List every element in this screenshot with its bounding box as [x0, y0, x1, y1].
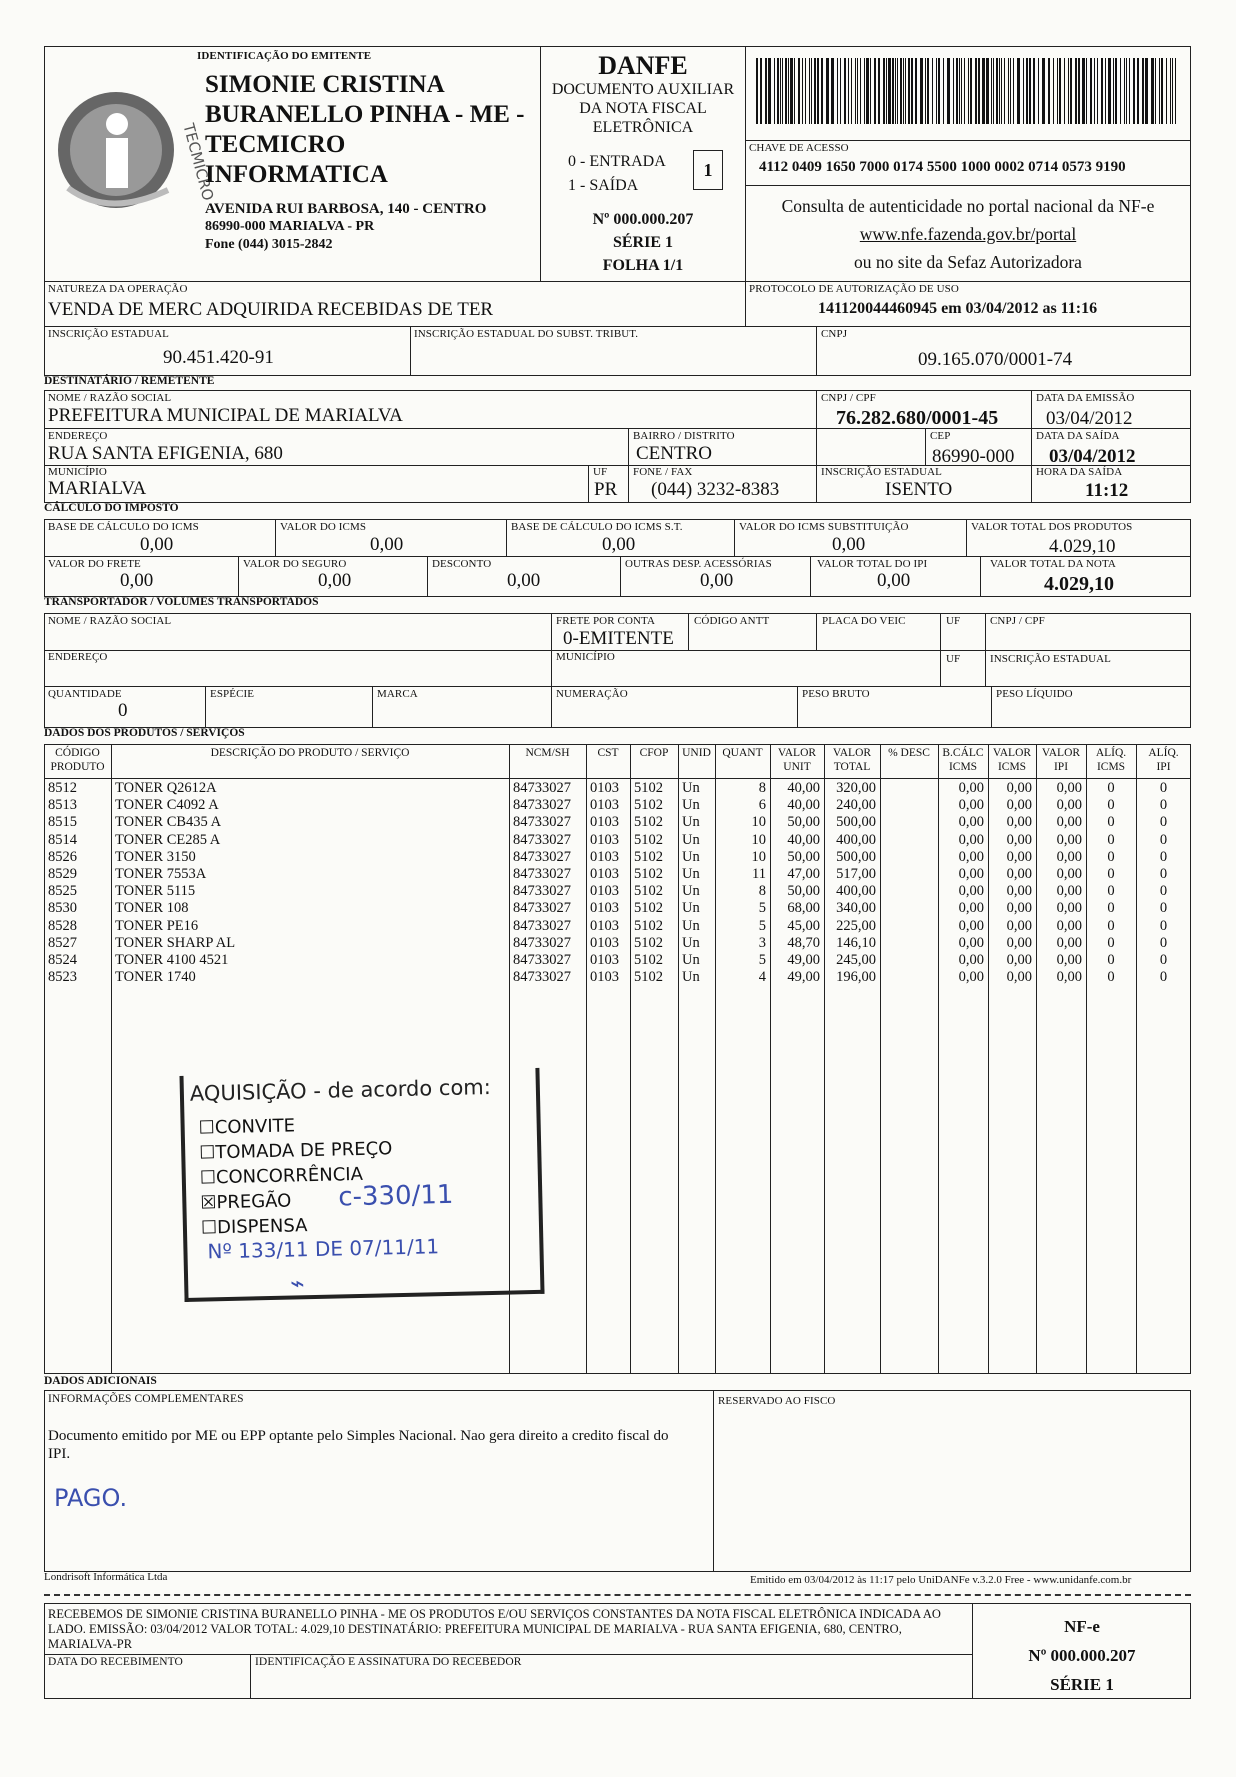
table-cell: Un — [682, 814, 700, 831]
table-cell: 0,00 — [1056, 848, 1082, 865]
table-cell: 0,00 — [958, 934, 984, 951]
info-complementar: Documento emitido por ME ou EPP optante pelo Simples Nacional. Nao gera direito a credito fiscal do IPI. — [48, 1428, 669, 1462]
table-cell: TONER Q2612A — [115, 780, 217, 796]
table-cell: 0 — [1159, 969, 1168, 986]
table-cell: TONER 4100 4521 — [115, 952, 229, 968]
total-nota: 4.029,10 — [1044, 573, 1114, 595]
table-cell: Un — [682, 917, 700, 934]
table-cell: 5102 — [634, 917, 663, 934]
checkbox-checked-icon: ☒ — [200, 1192, 217, 1214]
handwritten-pago: PAGO. — [54, 1484, 128, 1512]
acquisition-stamp — [175, 1068, 540, 1301]
data-saida: 03/04/2012 — [1049, 446, 1136, 467]
table-cell: TONER CE285 A — [115, 831, 221, 848]
table-cell: 0103 — [590, 831, 619, 848]
hora-saida: 11:12 — [1085, 480, 1129, 501]
table-cell: 0103 — [590, 900, 619, 917]
table-cell: 50,00 — [787, 814, 820, 831]
table-cell: 84733027 — [513, 969, 571, 986]
table-cell: 84733027 — [513, 831, 571, 848]
table-cell: 320,00 — [836, 780, 876, 796]
stamp-option-dispensa: ☐DISPENSA — [200, 1215, 308, 1239]
table-cell: 0,00 — [1056, 883, 1082, 900]
table-cell: 8515 — [48, 814, 77, 831]
destinatario-ie: ISENTO — [885, 479, 953, 500]
emitente-address: AVENIDA RUI BARBOSA, 140 - CENTRO 86990-000 MARIALVA - PR Fone (044) 3015-2842 — [205, 201, 487, 252]
table-cell: 500,00 — [836, 848, 876, 865]
table-cell: 0 — [1159, 848, 1168, 865]
table-cell: 5102 — [634, 848, 663, 865]
table-cell: 0,00 — [958, 848, 984, 865]
quantidade-value: 0 — [118, 700, 128, 721]
table-cell: 500,00 — [836, 814, 876, 831]
table-cell: 3 — [758, 934, 766, 951]
table-cell: 0103 — [590, 934, 619, 951]
table-cell: 0,00 — [958, 866, 984, 882]
table-cell: 5 — [758, 917, 766, 934]
destinatario-municipio: MARIALVA — [48, 478, 147, 499]
table-cell: 40,00 — [787, 831, 820, 848]
table-cell: 5102 — [634, 814, 663, 831]
table-cell: 0 — [1107, 900, 1115, 917]
table-cell: 0103 — [590, 848, 619, 865]
danfe-tipo-box: 1 — [693, 150, 723, 190]
table-cell: 0,00 — [1006, 969, 1032, 986]
table-cell: TONER 108 — [115, 900, 189, 917]
canhoto-nfe-block: NF-e Nº 000.000.207 SÉRIE 1 — [1028, 1617, 1136, 1694]
table-cell: 6 — [758, 797, 766, 814]
checkbox-empty-icon: ☐ — [199, 1167, 217, 1189]
table-cell: 0,00 — [1006, 900, 1032, 917]
table-cell: Un — [682, 952, 700, 968]
stamp-option-tomada: ☐TOMADA DE PREÇO — [199, 1138, 393, 1164]
portal-link[interactable]: www.nfe.fazenda.gov.br/portal — [859, 224, 1077, 244]
table-cell: 0,00 — [1056, 952, 1082, 968]
table-cell: 11 — [752, 866, 766, 882]
table-cell: 10 — [751, 848, 766, 865]
table-cell: Un — [682, 866, 700, 882]
table-cell: TONER PE16 — [115, 917, 199, 934]
table-cell: 84733027 — [513, 900, 571, 917]
stamp-pregao-note: c-330/11 — [337, 1179, 454, 1213]
table-cell: 8523 — [48, 969, 77, 986]
total-produtos: 4.029,10 — [1049, 536, 1116, 557]
table-cell: TONER 3150 — [115, 848, 196, 865]
table-cell: Un — [682, 780, 700, 796]
protocolo-value: 141120044460945 em 03/04/2012 as 11:16 — [818, 300, 1098, 317]
column-header: VALOR IPI — [1041, 747, 1081, 773]
column-header: ALÍQ. IPI — [1148, 747, 1179, 773]
table-cell: 84733027 — [513, 883, 571, 900]
table-cell: 84733027 — [513, 917, 571, 934]
table-cell: 5 — [758, 900, 766, 917]
emitente-label: IDENTIFICAÇÃO DO EMITENTE — [197, 50, 372, 62]
logo-text: TECMICRO — [179, 121, 218, 203]
table-cell: 400,00 — [836, 831, 876, 848]
danfe-title-block: DANFE DOCUMENTO AUXILIAR DA NOTA FISCAL ELETRÔNICA — [551, 51, 735, 136]
checkbox-empty-icon: ☐ — [199, 1142, 216, 1164]
stamp-option-convite: ☐CONVITE — [198, 1115, 296, 1139]
table-cell: 0,00 — [1006, 917, 1032, 934]
column-header: QUANT — [722, 747, 763, 759]
danfe-tipo-labels: 0 - ENTRADA 1 - SAÍDA — [568, 153, 666, 194]
column-header: CFOP — [639, 747, 669, 759]
table-cell: 0,00 — [958, 883, 984, 900]
table-cell: 0 — [1107, 797, 1115, 814]
table-cell: 0103 — [590, 883, 619, 900]
table-cell: 5102 — [634, 969, 663, 986]
table-cell: 0,00 — [958, 831, 984, 848]
table-cell: 0,00 — [1056, 831, 1082, 848]
table-cell: 0,00 — [1006, 848, 1032, 865]
table-cell: 5102 — [634, 831, 663, 848]
table-cell: Un — [682, 797, 700, 814]
danfe-numero-block: Nº 000.000.207 SÉRIE 1 FOLHA 1/1 — [592, 211, 694, 274]
table-cell: 0 — [1107, 952, 1115, 968]
table-cell: 0,00 — [1006, 814, 1032, 831]
table-cell: 196,00 — [836, 969, 876, 986]
table-cell: 50,00 — [787, 848, 820, 865]
natureza-value: VENDA DE MERC ADQUIRIDA RECEBIDAS DE TER — [48, 299, 494, 320]
table-cell: 5 — [758, 952, 766, 968]
table-cell: 0,00 — [1006, 952, 1032, 968]
adicionais-box — [44, 1390, 1191, 1572]
data-emissao: 03/04/2012 — [1046, 408, 1133, 429]
canhoto-text: RECEBEMOS DE SIMONIE CRISTINA BURANELLO PINHA - ME OS PRODUTOS E/OU SERVIÇOS CONSTANTES DA NOTA FISCAL ELETRÔNICA INDICADA AO LADO. EMISSÃO: 03/04/2012 VALOR TOTAL: 4.029,10 DESTINATÁRIO: PREFEITURA MUNICIPAL DE MARIALVA - RUA SANTA EFIGENIA, 680, CENTRO, MARIALVA-PR — [48, 1607, 941, 1651]
table-cell: 84733027 — [513, 866, 571, 882]
column-header: UNID — [682, 747, 711, 759]
emitente-name: SIMONIE CRISTINA BURANELLO PINHA - ME - TECMICRO INFORMATICA — [205, 71, 525, 188]
frete-conta: 0-EMITENTE — [563, 628, 674, 649]
table-cell: 517,00 — [836, 866, 876, 882]
checkbox-empty-icon: ☐ — [200, 1217, 218, 1239]
destinatario-cnpj: 76.282.680/0001-45 — [836, 407, 999, 429]
table-cell: 8513 — [48, 797, 77, 814]
table-cell: 5102 — [634, 934, 663, 951]
table-cell: 0,00 — [1056, 934, 1082, 951]
table-cell: 8525 — [48, 883, 77, 900]
table-cell: 5102 — [634, 952, 663, 968]
table-cell: 49,00 — [787, 952, 820, 968]
column-header: VALOR TOTAL — [832, 747, 872, 773]
table-cell: 84733027 — [513, 814, 571, 831]
table-cell: Un — [682, 934, 700, 951]
table-cell: 8512 — [48, 780, 77, 796]
table-cell: 245,00 — [836, 952, 876, 968]
stamp-options — [198, 1111, 394, 1240]
table-cell: 8524 — [48, 952, 77, 968]
table-cell: 8528 — [48, 917, 77, 934]
consulta-block: Consulta de autenticidade no portal nacional da NF-e www.nfe.fazenda.gov.br/portal ou no site da Sefaz Autorizadora — [746, 192, 1190, 276]
table-cell: 0 — [1159, 883, 1168, 900]
table-cell: 8529 — [48, 866, 77, 882]
inscricao-value: 90.451.420-91 — [163, 347, 274, 368]
column-header: CÓDIGO PRODUTO — [50, 747, 105, 773]
table-cell: TONER SHARP AL — [115, 934, 236, 951]
table-cell: 0 — [1107, 831, 1115, 848]
table-cell: 48,70 — [787, 934, 820, 951]
table-cell: Un — [682, 883, 700, 900]
table-cell: 0 — [1159, 934, 1168, 951]
table-cell: 50,00 — [787, 883, 820, 900]
table-cell: 0,00 — [1056, 814, 1082, 831]
table-cell: 8527 — [48, 934, 77, 951]
table-cell: Un — [682, 831, 700, 848]
table-cell: 5102 — [634, 780, 663, 796]
table-cell: 240,00 — [836, 797, 876, 814]
table-cell: 0 — [1107, 969, 1115, 986]
table-cell: 68,00 — [787, 900, 820, 917]
destinatario-fone: (044) 3232-8383 — [651, 479, 780, 500]
table-cell: 5102 — [634, 900, 663, 917]
table-cell: 8514 — [48, 831, 77, 848]
table-cell: 0,00 — [1006, 934, 1032, 951]
table-cell: 0 — [1107, 814, 1115, 831]
table-cell: 4 — [758, 969, 766, 986]
table-cell: 0 — [1107, 866, 1115, 882]
stamp-numero-line: Nº 133/11 DE 07/11/11 — [207, 1234, 440, 1264]
column-header: B.CÁLC ICMS — [942, 747, 984, 773]
table-cell: 0103 — [590, 866, 619, 882]
table-cell: TONER 1740 — [115, 969, 196, 986]
table-cell: 0 — [1159, 900, 1168, 917]
table-cell: 8 — [758, 780, 766, 796]
table-cell: 8526 — [48, 848, 77, 865]
table-cell: 49,00 — [787, 969, 820, 986]
table-cell: TONER 7553A — [115, 866, 207, 882]
table-cell: 400,00 — [836, 883, 876, 900]
table-cell: TONER C4092 A — [115, 797, 219, 814]
table-cell: 0 — [1159, 814, 1168, 831]
table-cell: 40,00 — [787, 780, 820, 796]
table-cell: 47,00 — [787, 866, 820, 882]
table-cell: 0 — [1107, 780, 1115, 796]
table-cell: 0103 — [590, 917, 619, 934]
table-cell: 340,00 — [836, 900, 876, 917]
table-cell: 84733027 — [513, 797, 571, 814]
column-header: VALOR ICMS — [992, 747, 1032, 773]
cnpj-emitente: 09.165.070/0001-74 — [918, 349, 1073, 370]
table-cell: 146,10 — [836, 934, 876, 951]
destinatario-cep: 86990-000 — [932, 446, 1015, 467]
table-cell: 0 — [1159, 831, 1168, 848]
table-cell: 0 — [1107, 848, 1115, 865]
table-cell: 0103 — [590, 780, 619, 796]
table-cell: 0,00 — [1006, 831, 1032, 848]
stamp-title: AQUISIÇÃO - de acordo com: — [189, 1074, 492, 1106]
table-cell: 0 — [1107, 934, 1115, 951]
destinatario-bairro: CENTRO — [636, 443, 712, 464]
column-header: VALOR UNIT — [777, 747, 817, 773]
table-cell: 0 — [1107, 883, 1115, 900]
column-header: DESCRIÇÃO DO PRODUTO / SERVIÇO — [210, 747, 410, 759]
table-cell: 0,00 — [1006, 883, 1032, 900]
destinatario-uf: PR — [594, 479, 618, 500]
table-cell: 0,00 — [958, 780, 984, 796]
table-cell: 10 — [751, 831, 766, 848]
stamp-scribble: ⌁ — [289, 1269, 305, 1298]
table-cell: 0,00 — [1056, 780, 1082, 796]
table-cell: 10 — [751, 814, 766, 831]
column-header: NCM/SH — [525, 747, 570, 759]
table-cell: 5102 — [634, 797, 663, 814]
column-header: % DESC — [888, 747, 930, 759]
destinatario-endereco: RUA SANTA EFIGENIA, 680 — [48, 443, 283, 464]
table-cell: 0 — [1159, 952, 1168, 968]
table-cell: 0103 — [590, 952, 619, 968]
danfe-page: IDENTIFICAÇÃO DO EMITENTE TECMICRO SIMONIE CRISTINA BURANELLO PINHA - ME - TECMICRO INFORMATICA AVENIDA RUI BARBOSA, 140 - CENTRO 86990-000 MARIALVA - PR Fone (044) 3015-2842 DANFE DOCUMENTO AUXILIAR DA NOTA FISCAL ELETRÔNICA 0 - ENTRADA 1 - SAÍDA 1 Nº 000.000.207 SÉRIE 1 FOLHA 1/1 CHAVE DE ACESSO 4112 0409 1650 7000 0174 5500 1000 0002 0714 0573 9190 Consulta de autenticidade no portal nacional da NF-e www.nfe.fazenda.gov.br/portal ou no site da Sefaz Autorizadora NATUREZA DA OPERAÇÃO VENDA DE MERC ADQUIRIDA RECEBIDAS DE TER PROTOCOLO DE AUTORIZAÇÃO DE USO 141120044460945 em 03/04/2012 as 11:16 INSCRIÇÃO ESTADUAL 90.451.420-91 INSCRIÇÃO ESTADUAL DO SUBST. TRIBUT. CNPJ 09.165.070/0001-74 DESTINATÁRIO / REMETENTE NOME / RAZÃO SOCIAL PREFEITURA MUNICIPAL DE MARIALVA CNPJ / CPF 76.282.680/0001-45 DATA DA EMISSÃO 03/04/2012 ENDEREÇO RUA SANTA EFIGENIA, 680 BAIRRO / DISTRITO CENTRO CEP 86990-000 DATA DA SAÍDA 03/04/2012 MUNICÍPIO MARIALVA UF PR FONE / FAX (044) 3232-8383 INSCRIÇÃO ESTADUAL ISENTO HORA DA SAÍDA 11:12 CÁLCULO DO IMPOSTO BASE DE CÁLCULO DO ICMS 0,00 VALOR DO ICMS 0,00 BASE DE CÁLCULO DO ICMS S.T. 0,00 VALOR DO ICMS SUBSTITUIÇÃO 0,00 VALOR TOTAL DOS PRODUTOS 4.029,10 VALOR DO FRETE 0,00 VALOR DO SEGURO 0,00 DESCONTO 0,00 OUTRAS DESP. ACESSÓRIAS 0,00 VALOR TOTAL DO IPI 0,00 VALOR TOTAL DA NOTA 4.029,10 TRANSPORTADOR / VOLUMES TRANSPORTADOS NOME / RAZÃO SOCIAL FRETE POR CONTA 0-EMITENTE CÓDIGO ANTT PLACA DO VEIC UF CNPJ / CPF ENDEREÇO MUNICÍPIO UF INSCRIÇÃO ESTADUAL QUANTIDADE 0 ESPÉCIE MARCA NUMERAÇÃO PESO BRUTO PESO LÍQUIDO DADOS DOS PRODUTOS / SERVIÇOS CÓDIGO PRODUTO DESCRIÇÃO DO PRODUTO / SERVIÇO NCM/SH CST CFOP UNID QUANT VALOR UNIT VALOR TOTAL % DESC B.CÁLC ICMS VALOR ICMS VALOR IPI ALÍQ. ICMS ALÍQ. IPI 8512 TONER Q2612A 84733027 0103 5102 Un 8 40,00 320,00 0,00 0,00 0,00 0 0 8513 TONER C4092 A 84733027 0103 5102 Un 6 40,00 240,00 0,00 0,00 0,00 0 0 8515 TONER CB435 A 84733027 0103 5102 Un 10 50,00 500,00 0,00 0,00 0,00 0 0 8514 TONER CE285 A 84733027 0103 5102 Un 10 40,00 400,00 0,00 0,00 0,00 0 0 8526 TONER 3150 84733027 0103 5102 Un 10 50,00 500,00 0,00 0,00 0,00 0 0 8529 TONER 7553A 84733027 0103 5102 Un 11 47,00 517,00 0,00 0,00 0,00 0 0 8525 TONER 5115 84733027 0103 5102 Un 8 50,00 400,00 0,00 0,00 0,00 0 0 8530 TONER 108 84733027 0103 5102 Un 5 68,00 340,00 0,00 0,00 0,00 0 0 8528 TONER PE16 84733027 0103 5102 Un 5 45,00 225,00 0,00 0,00 0,00 0 0 8527 TONER SHARP AL 84733027 0103 5102 Un 3 48,70 146,10 0,00 0,00 0,00 0 0 8524 TONER 4100 4521 84733027 0103 5102 Un 5 49,00 245,00 0,00 0,00 0,00 0 0 8523 TONER 1740 84733027 0103 5102 Un 4 49,00 196,00 0,00 0,00 0,00 0 0 AQUISIÇÃO - de acordo com: ☐CONVITE ☐TOMADA DE PREÇO ☐CONCORRÊNCIA ☒PREGÃO ☐DISPENSA c-330/11 Nº 133/11 DE 07/11/11 ⌁ DADOS ADICIONAIS INFORMAÇÕES COMPLEMENTARES Documento emitido por ME ou EPP optante pelo Simples Nacional. Nao gera direito a credito fiscal do IPI. PAGO. RESERVADO AO FISCO Londrisoft Informática Ltda Emitido em 03/04/2012 às 11:17 pelo UniDANFe v.3.2.0 Free - www.unidanfe.com.br RECEBEMOS DE SIMONIE CRISTINA BURANELLO PINHA - ME OS PRODUTOS E/OU SERVIÇOS CONSTANTES DA NOTA FISCAL ELETRÔNICA INDICADA AO LADO. EMISSÃO: 03/04/2012 VALOR TOTAL: 4.029,10 DESTINATÁRIO: PREFEITURA MUNICIPAL DE MARIALVA - RUA SANTA EFIGENIA, 680, CENTRO, MARIALVA-PR DATA DO RECEBIMENTO IDENTIFICAÇÃO E ASSINATURA DO RECEBEDOR NF-e Nº 000.000.207 SÉRIE 1 — [0, 0, 1236, 1777]
table-cell: 0,00 — [1056, 866, 1082, 882]
table-cell: 0103 — [590, 969, 619, 986]
chave-value: 4112 0409 1650 7000 0174 5500 1000 0002 0714 0573 9190 — [759, 159, 1126, 175]
table-cell: 5102 — [634, 866, 663, 882]
table-cell: 40,00 — [787, 797, 820, 814]
table-cell: 0 — [1159, 797, 1168, 814]
column-header: ALÍQ. ICMS — [1095, 747, 1127, 773]
destinatario-nome: PREFEITURA MUNICIPAL DE MARIALVA — [48, 405, 403, 426]
table-cell: 0,00 — [958, 969, 984, 986]
table-cell: 0,00 — [1006, 797, 1032, 814]
table-cell: 8530 — [48, 900, 77, 917]
table-cell: 84733027 — [513, 952, 571, 968]
table-cell: 0,00 — [958, 900, 984, 917]
table-cell: 0 — [1159, 917, 1168, 934]
table-cell: 0,00 — [1056, 917, 1082, 934]
table-cell: Un — [682, 848, 700, 865]
table-cell: 0,00 — [1006, 866, 1032, 882]
table-cell: 0,00 — [958, 952, 984, 968]
column-header: CST — [597, 747, 619, 759]
table-cell: 0103 — [590, 797, 619, 814]
checkbox-empty-icon: ☐ — [198, 1117, 216, 1139]
table-cell: Un — [682, 969, 700, 986]
stamp-option-pregao: ☒PREGÃO — [200, 1190, 292, 1214]
table-cell: 5102 — [634, 883, 663, 900]
table-cell: 84733027 — [513, 780, 571, 796]
table-cell: 0,00 — [1056, 797, 1082, 814]
table-cell: 0,00 — [1006, 780, 1032, 796]
chave-label: CHAVE DE ACESSO — [749, 142, 849, 154]
table-cell: 0 — [1107, 917, 1115, 934]
table-cell: TONER CB435 A — [115, 814, 222, 831]
table-cell: Un — [682, 900, 700, 917]
table-cell: 84733027 — [513, 934, 571, 951]
cut-line — [44, 1594, 1191, 1596]
table-cell: 0103 — [590, 814, 619, 831]
table-cell: 225,00 — [836, 917, 876, 934]
table-cell: 0,00 — [958, 917, 984, 934]
table-cell: 0,00 — [1056, 900, 1082, 917]
table-cell: 0,00 — [958, 814, 984, 831]
table-cell: 45,00 — [787, 917, 820, 934]
table-cell: TONER 5115 — [115, 883, 196, 900]
table-cell: 0,00 — [958, 797, 984, 814]
table-cell: 0 — [1159, 866, 1168, 882]
table-cell: 8 — [758, 883, 766, 900]
table-cell: 0 — [1159, 780, 1168, 796]
table-cell: 84733027 — [513, 848, 571, 865]
table-cell: 0,00 — [1056, 969, 1082, 986]
stamp-option-concorrencia: ☐CONCORRÊNCIA — [199, 1163, 364, 1189]
